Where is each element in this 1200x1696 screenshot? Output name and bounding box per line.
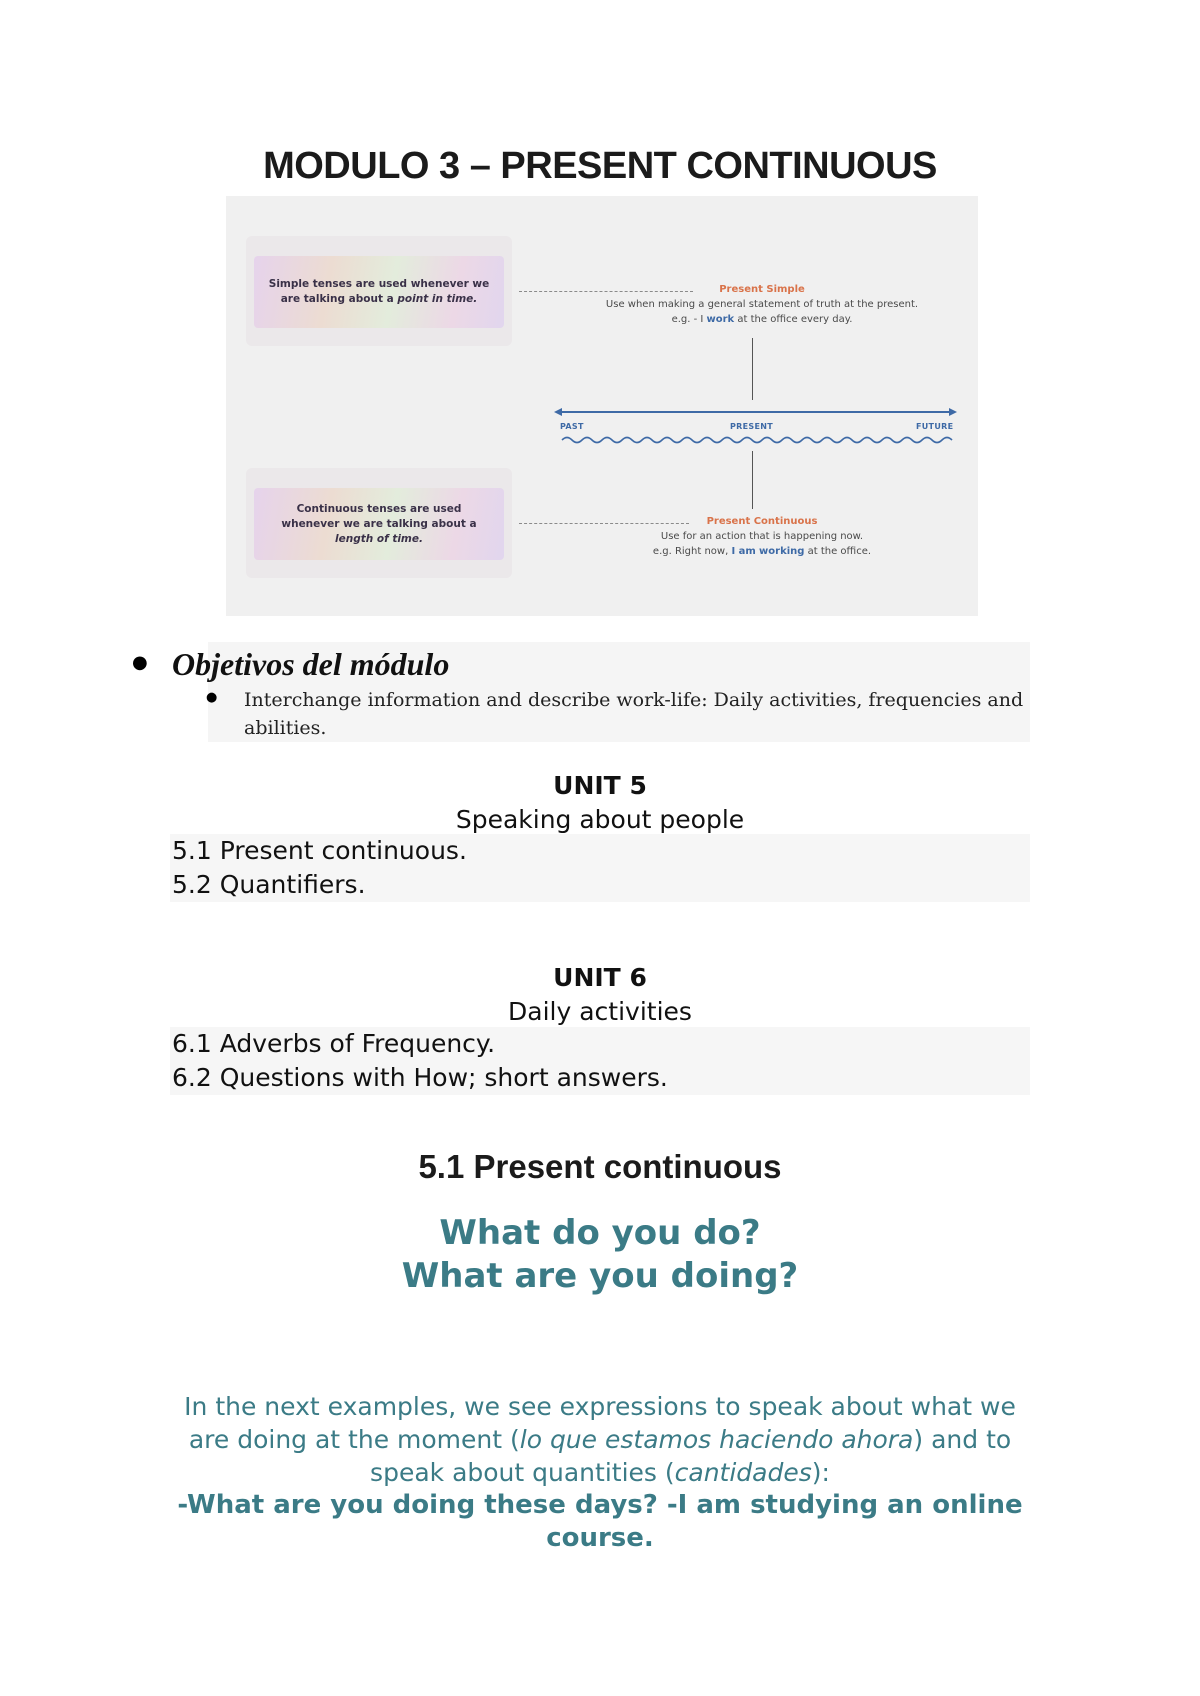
- timeline-right-arrow: [949, 408, 957, 416]
- question-what-do-you-do: What do you do?: [439, 1213, 761, 1253]
- timeline-past-label: PAST: [560, 422, 584, 431]
- present-simple-use: Use when making a general statement of truth at the present.: [605, 299, 919, 310]
- page-title: MODULO 3 – PRESENT CONTINUOUS: [263, 145, 937, 187]
- objective-item: Interchange information and describe work-life: Daily activities, frequencies and abilities.: [244, 689, 1024, 739]
- objectives-bullet: ●: [132, 652, 148, 673]
- unit-5-subtitle: Speaking about people: [455, 805, 745, 834]
- present-simple-example: e.g. - I work at the office every day.: [671, 314, 853, 325]
- timeline-left-arrow: [554, 408, 562, 416]
- simple-tenses-text: Simple tenses are used whenever we are talking about a point in time.: [268, 278, 490, 305]
- timeline-future-label: FUTURE: [916, 422, 954, 431]
- present-continuous-name: Present Continuous: [706, 516, 818, 527]
- unit-6-topic-1: 6.1 Adverbs of Frequency.: [172, 1029, 496, 1058]
- continuous-tenses-text: Continuous tenses are used whenever we are talking about a length of time.: [281, 502, 477, 545]
- question-what-are-you-doing: What are you doing?: [401, 1256, 799, 1296]
- present-continuous-example: e.g. Right now, I am working at the office.: [652, 546, 872, 557]
- present-simple-name: Present Simple: [719, 284, 805, 295]
- timeline: [226, 196, 978, 616]
- lesson-title: 5.1 Present continuous: [418, 1148, 782, 1185]
- unit-6-subtitle: Daily activities: [508, 997, 692, 1026]
- unit-5-topic-1: 5.1 Present continuous.: [172, 836, 467, 865]
- unit-5-title: UNIT 5: [553, 771, 647, 800]
- objectives-heading: Objetivos del módulo: [172, 646, 450, 682]
- lesson-intro: In the next examples, we see expressions to speak about what we are doing at the moment (lo que estamos haciendo ahora) and to speak about quantities (cantidades):: [184, 1392, 1016, 1487]
- unit-5-topics: [170, 834, 1030, 902]
- objective-item-bullet: ●: [206, 690, 218, 705]
- tenses-infographic: [226, 196, 978, 616]
- timeline-wave: [562, 438, 952, 443]
- lesson-example: -What are you doing these days? -I am studying an online course.: [177, 1490, 1023, 1553]
- present-continuous-use: Use for an action that is happening now.: [660, 531, 864, 542]
- unit-6-topic-2: 6.2 Questions with How; short answers.: [172, 1063, 668, 1092]
- unit-6-title: UNIT 6: [553, 963, 647, 992]
- timeline-present-label: PRESENT: [730, 422, 773, 431]
- unit-5-topic-2: 5.2 Quantifiers.: [172, 870, 366, 899]
- unit-6-topics: [170, 1027, 1030, 1095]
